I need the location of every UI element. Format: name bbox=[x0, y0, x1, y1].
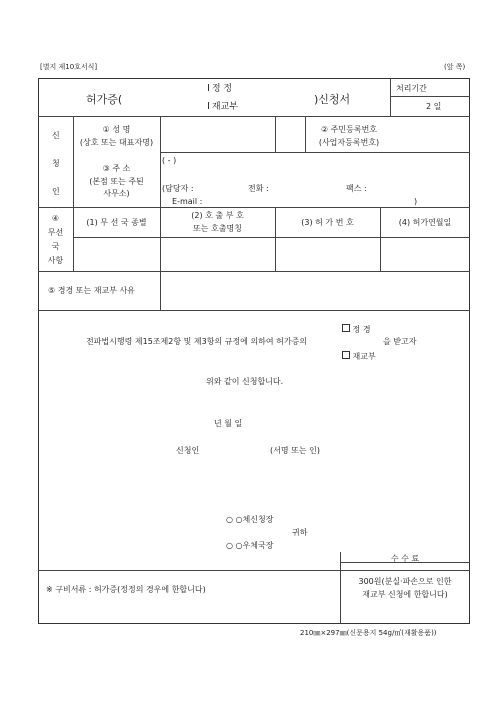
body-statement-end: 을 받고자 bbox=[383, 337, 417, 346]
honorific: 귀하 bbox=[292, 528, 308, 537]
station-type-header: (1) 무 선 국 종별 bbox=[86, 218, 147, 227]
checkbox-bracket-icon bbox=[202, 102, 209, 109]
email-label: E-mail : bbox=[172, 197, 203, 206]
phone-label: 전화 : bbox=[248, 184, 269, 193]
rule bbox=[160, 152, 470, 153]
paper-spec: 210㎜×297㎜(신문용지 54g/㎡(재활용품)) bbox=[300, 629, 437, 637]
title-suffix: )신청서 bbox=[314, 93, 351, 106]
rule bbox=[73, 237, 470, 238]
station-char-2: 무선 bbox=[47, 228, 64, 237]
title-prefix: 허가증( bbox=[86, 93, 123, 106]
station-char-4: 사항 bbox=[47, 256, 64, 265]
rule bbox=[38, 116, 470, 117]
station-char-1: ④ bbox=[51, 214, 60, 223]
fee-text-2: 재교부 신청에 한합니다) bbox=[362, 590, 448, 599]
contact-person-label: (담당자 : bbox=[162, 184, 194, 193]
signer-label: 신청인 bbox=[176, 446, 200, 455]
address-sublabel-2: 사무소) bbox=[103, 189, 130, 198]
checkbox-bracket-icon bbox=[202, 84, 209, 91]
call-sign-header: (2) 호 출 부 호 bbox=[191, 211, 244, 220]
body-statement: 전파법시행령 제15조제2항 및 제3항의 규정에 의하여 허가증의 bbox=[86, 337, 308, 346]
date-line: 년 월 일 bbox=[214, 419, 243, 428]
form-number: [별지 제10호서식] bbox=[40, 63, 98, 71]
title-option-2: 재교부 bbox=[202, 102, 238, 112]
reason-label: ⑤ 경경 또는 재교부 사유 bbox=[48, 286, 135, 295]
postal-code-field: ( - ) bbox=[162, 156, 177, 165]
applicant-char-3: 인 bbox=[52, 187, 60, 196]
rule bbox=[38, 271, 470, 272]
required-docs: ※ 구비서류 : 허가증(정정의 경우에 한합니다) bbox=[46, 585, 206, 594]
fee-label: 수 수 료 bbox=[390, 554, 420, 563]
title-option-1: 정 정 bbox=[202, 84, 232, 94]
name-sublabel: (상호 또는 대표자명) bbox=[79, 138, 154, 147]
rule bbox=[38, 570, 470, 571]
body-option-1: 정 경 bbox=[342, 324, 371, 334]
rule bbox=[380, 207, 381, 271]
checkbox-icon bbox=[342, 324, 350, 332]
page-side-label: (앞 쪽) bbox=[444, 63, 466, 71]
processing-period-label: 처리기간 bbox=[396, 84, 427, 93]
permit-number-header: (3) 허 가 번 호 bbox=[301, 218, 354, 227]
applicant-char-2: 청 bbox=[52, 159, 60, 168]
rrn-label: ② 주민등록번호 bbox=[320, 125, 378, 134]
checkbox-icon bbox=[342, 351, 350, 359]
call-name-header: 또는 호출명칭 bbox=[193, 224, 242, 233]
processing-period-value: 2 일 bbox=[426, 102, 442, 111]
rule bbox=[275, 116, 276, 152]
addressee-1: ○ ○체신청장 bbox=[226, 515, 274, 524]
request-text: 위와 같이 신청합니다. bbox=[206, 377, 284, 386]
signature-note: (서명 또는 인) bbox=[270, 446, 320, 455]
rule bbox=[38, 310, 470, 311]
body-option-2: 재교부 bbox=[342, 351, 376, 361]
addressee-2: ○ ○우체국장 bbox=[226, 541, 274, 550]
rule bbox=[390, 96, 470, 97]
name-label: ① 성 명 bbox=[102, 125, 131, 134]
rrn-sublabel: (사업자등록번호) bbox=[318, 138, 380, 147]
permit-date-header: (4) 허가연월일 bbox=[398, 218, 452, 227]
email-close-paren: ) bbox=[414, 197, 418, 206]
applicant-char-1: 신 bbox=[52, 131, 60, 140]
fee-text-1: 300원(분실·파손으로 인한 bbox=[358, 577, 452, 586]
rule bbox=[390, 78, 391, 116]
rule bbox=[38, 207, 470, 208]
address-sublabel-1: (본점 또는 주된 bbox=[89, 177, 144, 186]
fax-label: 팩스 : bbox=[346, 184, 367, 193]
station-char-3: 국 bbox=[51, 242, 60, 251]
address-label: ③ 주 소 bbox=[102, 164, 131, 173]
rule bbox=[275, 207, 276, 271]
